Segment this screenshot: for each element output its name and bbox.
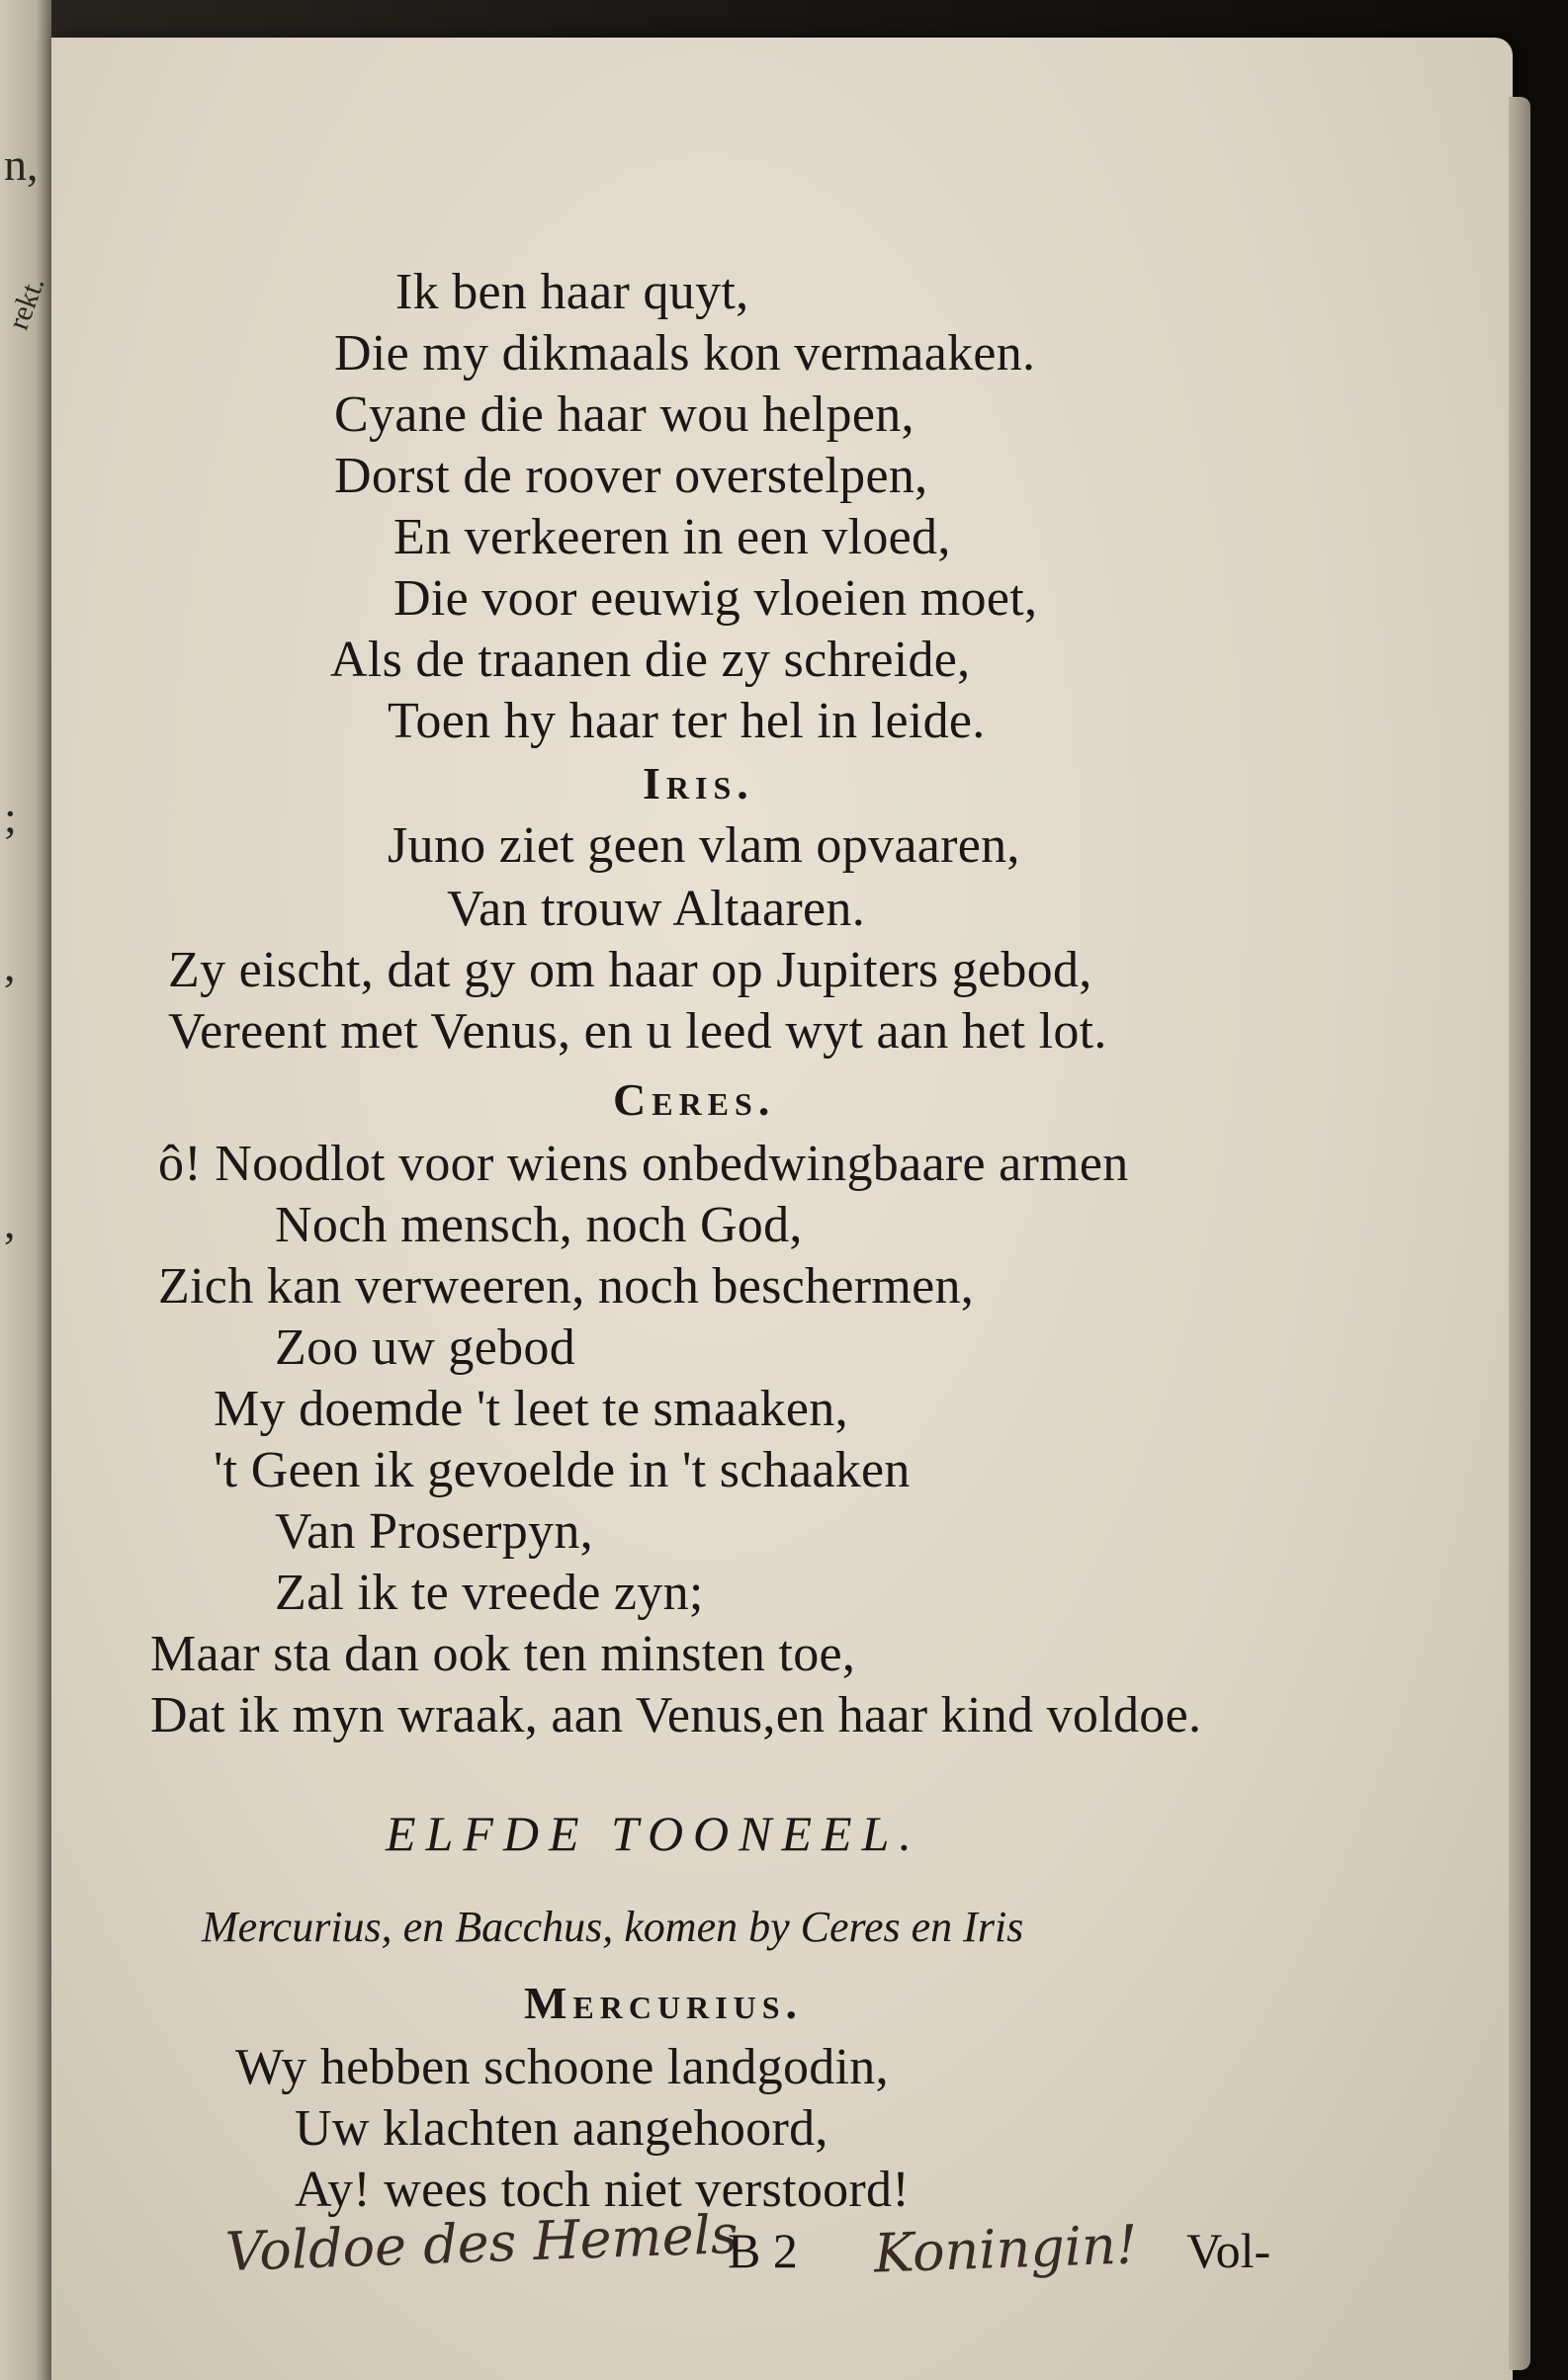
facing-fragment: ; bbox=[4, 792, 17, 842]
verse-line: Toen hy haar ter hel in leide. bbox=[388, 693, 986, 749]
handwritten-note-right: Koningin! bbox=[872, 2213, 1139, 2285]
verse-line: Wy hebben schoone landgodin, bbox=[235, 2039, 889, 2095]
speaker-iris: Iris. bbox=[643, 758, 754, 808]
verse-line: Zy eischt, dat gy om haar op Jupiters gebod, bbox=[168, 942, 1092, 998]
verse-line: Van Proserpyn, bbox=[275, 1503, 593, 1560]
facing-fragment: n, bbox=[4, 139, 39, 190]
verse-line: Dat ik myn wraak, aan Venus,en haar kind voldoe. bbox=[150, 1687, 1202, 1743]
verse-line: My doemde 't leet te smaaken, bbox=[214, 1381, 848, 1437]
verse-line: Noch mensch, noch God, bbox=[275, 1197, 803, 1253]
page-text bbox=[51, 38, 1513, 2380]
verse-line: Uw klachten aangehoord, bbox=[295, 2100, 828, 2157]
scene-title: ELFDE TOONEEL. bbox=[386, 1806, 921, 1861]
facing-fragment: , bbox=[4, 940, 16, 990]
speaker-mercurius: Mercurius. bbox=[524, 1978, 804, 2028]
verse-line: Dorst de roover overstelpen, bbox=[334, 448, 928, 504]
verse-line: Als de traanen die zy schreide, bbox=[330, 632, 971, 688]
verse-line: Die voor eeuwig vloeien moet, bbox=[393, 570, 1038, 627]
speaker-ceres: Ceres. bbox=[613, 1074, 776, 1125]
verse-line: Ik ben haar quyt, bbox=[395, 264, 749, 320]
stage-direction: Mercurius, en Bacchus, komen by Ceres en Iris bbox=[202, 1903, 1024, 1951]
facing-page-edge bbox=[0, 0, 51, 2380]
verse-line: Juno ziet geen vlam opvaaren, bbox=[388, 817, 1020, 874]
signature-mark: B 2 bbox=[728, 2223, 798, 2278]
facing-fragment: rekt. bbox=[1, 272, 51, 334]
verse-line: Maar sta dan ook ten minsten toe, bbox=[150, 1626, 856, 1682]
book-page bbox=[51, 38, 1513, 2380]
catchword: Vol- bbox=[1186, 2223, 1271, 2278]
verse-line: Zoo uw gebod bbox=[275, 1319, 575, 1376]
verse-line: ô! Noodlot voor wiens onbedwingbaare armen bbox=[158, 1136, 1129, 1192]
verse-line: Zal ik te vreede zyn; bbox=[275, 1565, 704, 1621]
handwritten-note-left: Voldoe des Hemels bbox=[224, 2202, 740, 2284]
verse-line: Vereent met Venus, en u leed wyt aan het lot. bbox=[168, 1003, 1107, 1060]
verse-line: 't Geen ik gevoelde in 't schaaken bbox=[214, 1442, 911, 1498]
verse-line: Zich kan verweeren, noch beschermen, bbox=[158, 1258, 975, 1315]
facing-fragment: , bbox=[4, 1197, 16, 1247]
verse-line: En verkeeren in een vloed, bbox=[393, 509, 951, 565]
verse-line: Die my dikmaals kon vermaaken. bbox=[334, 325, 1036, 382]
verse-line: Ay! wees toch niet verstoord! bbox=[295, 2162, 910, 2218]
verse-line: Van trouw Altaaren. bbox=[447, 881, 866, 937]
verse-line: Cyane die haar wou helpen, bbox=[334, 386, 915, 443]
